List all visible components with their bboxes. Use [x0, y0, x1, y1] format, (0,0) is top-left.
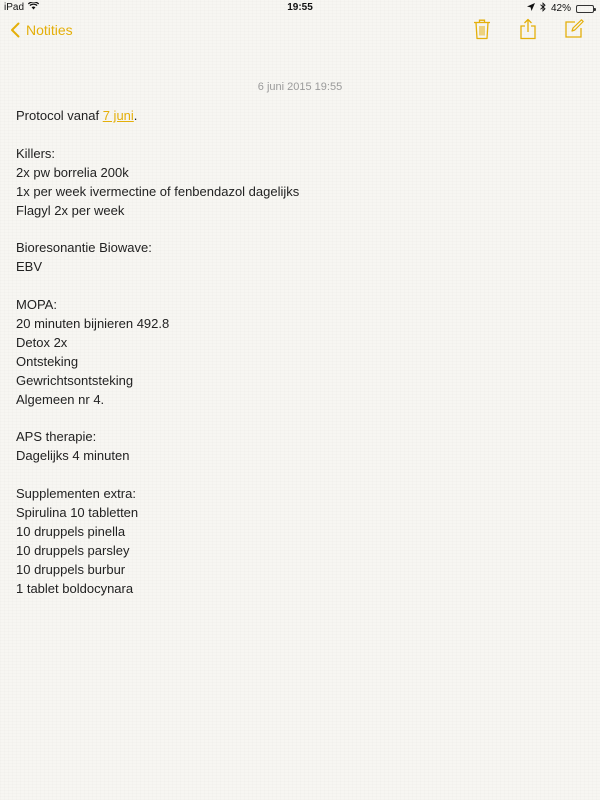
note-line	[16, 277, 576, 296]
note-line	[16, 220, 576, 239]
note-line: Supplementen extra:	[16, 486, 136, 502]
note-line: APS therapie:	[16, 429, 97, 445]
battery-tip	[594, 8, 596, 11]
nav-actions	[472, 20, 584, 42]
note-line: Detox 2x	[16, 334, 68, 350]
back-button-label: Notities	[26, 22, 73, 38]
note-title-suffix: .	[133, 108, 138, 123]
note-title-line	[16, 107, 576, 126]
trash-icon	[473, 18, 491, 45]
chevron-left-icon	[10, 22, 20, 38]
note-line: Killers:	[16, 145, 56, 161]
status-time: 19:55	[287, 2, 313, 13]
compose-button[interactable]	[564, 20, 584, 42]
note-line: 10 druppels pinella	[16, 523, 126, 539]
location-arrow-icon	[527, 3, 535, 14]
device-label: iPad	[4, 2, 25, 13]
note-line: MOPA:	[16, 297, 57, 313]
note-line	[16, 126, 576, 145]
share-button[interactable]	[518, 20, 538, 42]
status-bar	[0, 0, 600, 16]
navigation-bar	[0, 16, 600, 50]
note-date: 6 juni 2015 19:55	[257, 81, 343, 93]
note-line: 10 druppels parsley	[16, 542, 130, 558]
note-line: 20 minuten bijnieren 492.8	[16, 315, 170, 331]
note-body[interactable]	[16, 107, 576, 598]
status-right	[527, 2, 594, 15]
delete-button[interactable]	[472, 20, 492, 42]
note-line	[16, 466, 576, 485]
note-line: 10 druppels burbur	[16, 561, 126, 577]
back-button[interactable]	[10, 22, 73, 38]
date-link[interactable]: 7 juni	[102, 108, 134, 123]
note-line: Spirulina 10 tabletten	[16, 504, 139, 520]
bluetooth-icon	[540, 2, 546, 15]
compose-icon	[564, 19, 584, 44]
note-line: EBV	[16, 259, 43, 275]
note-title-prefix: Protocol vanaf	[16, 108, 103, 123]
note-line	[16, 409, 576, 428]
note-line: Flagyl 2x per week	[16, 202, 125, 218]
note-line: Dagelijks 4 minuten	[16, 448, 130, 464]
note-line: Bioresonantie Biowave:	[16, 240, 152, 256]
battery-percentage: 42%	[550, 3, 571, 14]
note-line: Ontsteking	[16, 353, 79, 369]
share-icon	[519, 18, 537, 45]
battery-icon	[576, 5, 594, 13]
note-line: 1x per week ivermectine of fenbendazol dagelijks	[16, 183, 300, 199]
note-line: 1 tablet boldocynara	[16, 580, 134, 596]
note-line: Algemeen nr 4.	[16, 391, 105, 407]
note-line: 2x pw borrelia 200k	[16, 164, 129, 180]
note-line: Gewrichtsontsteking	[16, 372, 134, 388]
